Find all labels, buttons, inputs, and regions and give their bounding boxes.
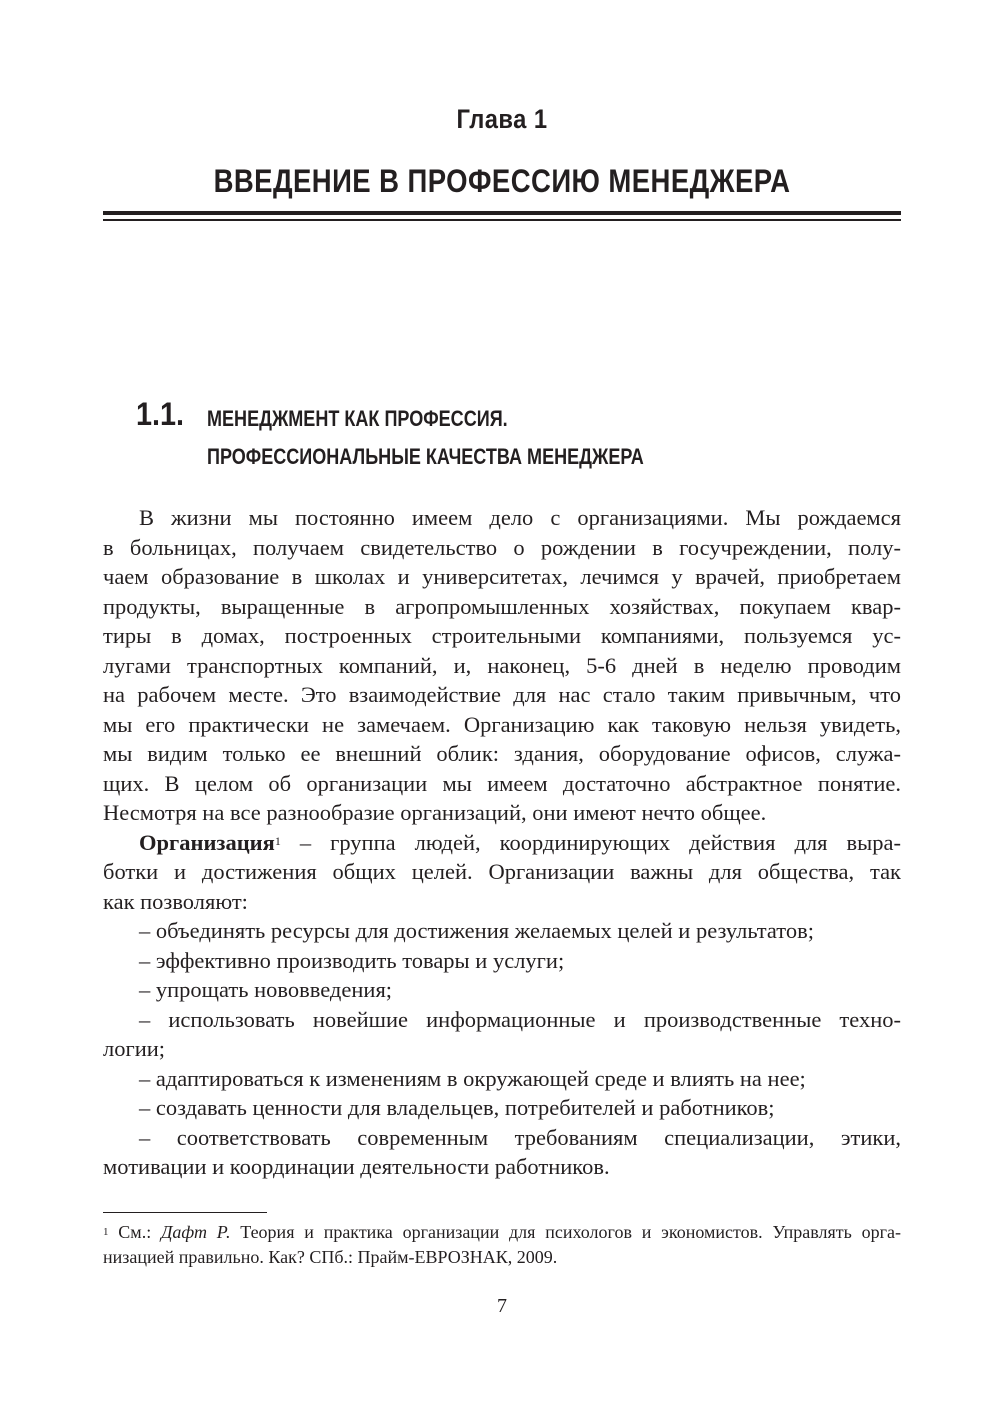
text-line: – использовать новейшие информационные и производственные техно- [139,1006,901,1032]
section-title-line-2: ПРОФЕССИОНАЛЬНЫЕ КАЧЕСТВА МЕНЕДЖЕРА [207,444,644,469]
text-line [103,828,901,858]
text-line: – упрощать нововведения; [139,977,393,1002]
text-line: – создавать ценности для владельцев, потребителей и работников; [139,1095,775,1120]
footnote-author: Дафт Р. [160,1222,231,1242]
footnote-text: Теория и практика организации для психологов и экономистов. Управлять орга- [230,1222,901,1242]
list-item [103,1123,901,1182]
text-line: лугами транспортных компаний, и, наконец, 5-6 дней в неделю проводим [103,652,901,678]
body-text [103,503,901,1182]
text-line: – эффективно производить товары и услуги; [139,947,565,973]
definition-text: – группа людей, координирующих действия для выра- [280,829,901,855]
text-line: продукты, выращенные в агропромышленных хозяйствах, покупаем квар- [103,593,901,619]
text-line: мотивации и координации деятельности работников. [103,1154,610,1179]
section-title [207,400,644,476]
paragraph-intro [103,503,901,828]
paragraph-definition [103,828,901,917]
footnote-line: низацией правильно. Как? СПб.: Прайм-ЕВРОЗНАК, 2009. [103,1247,558,1267]
text-line: в больницах, получаем свидетельство о рождении в госучреждении, полу- [103,534,901,560]
list-item [103,1064,901,1094]
text-line: как позволяют: [103,888,248,914]
list-item [103,975,901,1005]
text-line: – соответствовать современным требованиям специализации, этики, [139,1124,901,1150]
list-item [103,1005,901,1064]
text-line: – объединять ресурсы для достижения желаемых целей и результатов; [139,918,814,943]
list-item [103,1093,901,1123]
section-number: 1.1. [136,396,185,432]
text-line: чаем образование в школах и университетах, лечимся у врачей, приобретаем [103,564,901,589]
footnote-prefix: См.: [108,1222,161,1242]
list-item [103,916,901,946]
text-line: В жизни мы постоянно имеем дело с организациями. Мы рождаемся [139,505,901,530]
footnote-reference: 1 [274,833,281,848]
footnote-marker: 1 [103,1226,109,1238]
defined-term: Организация [139,829,275,855]
chapter-label: Глава 1 [456,104,548,134]
footnote [103,1220,901,1270]
chapter-title: ВВЕДЕНИЕ В ПРОФЕССИЮ МЕНЕДЖЕРА [213,163,791,199]
footnote-line [103,1220,901,1245]
text-line: логии; [103,1036,166,1061]
title-rule-thin [103,219,901,221]
text-line: ботки и достижения общих целей. Организации важны для общества, так [103,859,901,884]
text-line: Несмотря на все разнообразие организаций, они имеют нечто общее. [103,800,767,825]
text-line: – адаптироваться к изменениям в окружающей среде и влиять на нее; [139,1065,806,1091]
page-number: 7 [497,1295,507,1317]
section-title-line-1: МЕНЕДЖМЕНТ КАК ПРОФЕССИЯ. [207,406,508,431]
title-rule-thick [103,211,901,215]
text-line: на рабочем месте. Это взаимодействие для нас стало таким привычным, что [103,682,901,707]
text-line: щих. В целом об организации мы имеем достаточно абстрактное понятие. [103,770,901,796]
footnote-separator [103,1212,267,1213]
text-line: тиры в домах, построенных строительными компаниями, пользуемся ус- [103,623,901,648]
book-page [103,0,901,1418]
list-item [103,946,901,976]
text-line: мы видим только ее внешний облик: здания, оборудование офисов, служа- [103,741,901,766]
text-line: мы его практически не замечаем. Организацию как таковую нельзя увидеть, [103,711,901,737]
